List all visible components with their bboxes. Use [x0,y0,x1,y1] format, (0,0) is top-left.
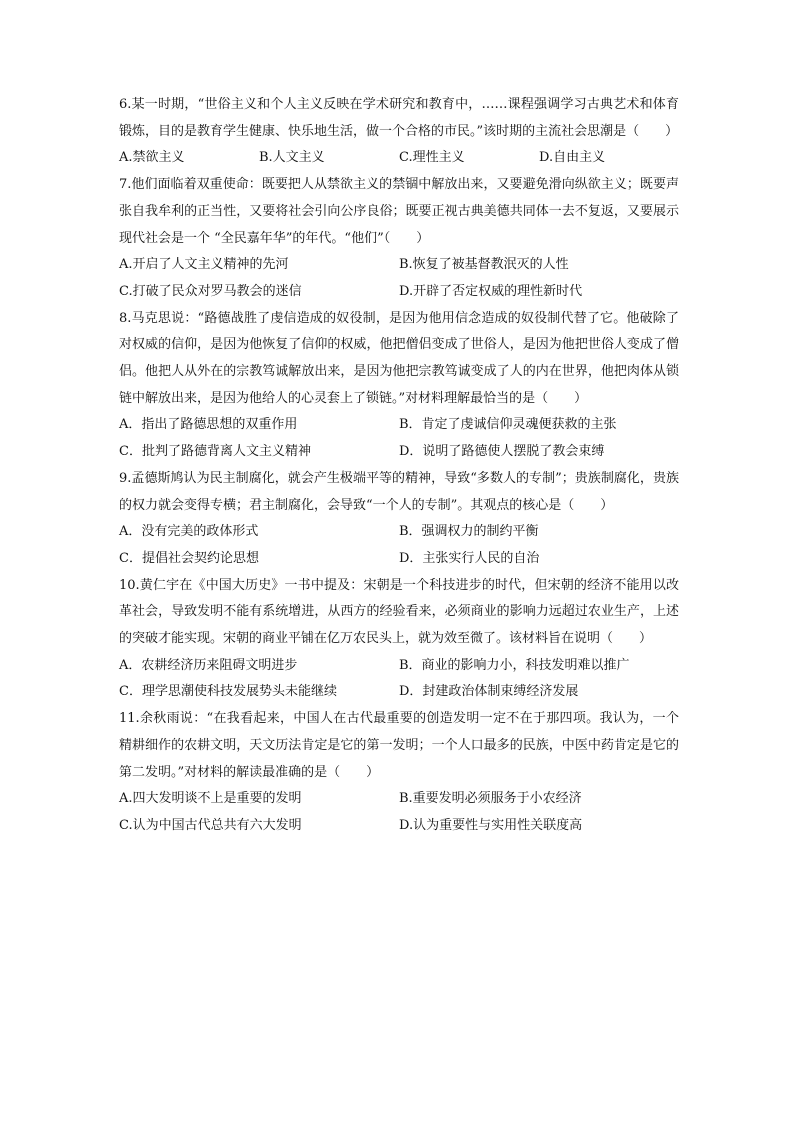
question-stem: 7.他们面临着双重使命：既要把人从禁欲主义的禁锢中解放出来，又要避免滑向纵欲主义；既要声张自我牟利的正当性，又要将社会引向公序良俗；既要正视古典美德共同体一去不复返，又要展示现代社会是一个 “全民嘉年华”的年代。“他们”（ ） [119,177,679,246]
option-a: A．农耕经济历来阻碍文明进步 [119,657,298,673]
option-c: C.打破了民众对罗马教会的迷信 [119,283,302,299]
question-6 [119,92,679,172]
question-7 [119,172,679,306]
option-b: B.人文主义 [259,150,325,166]
question-stem: 9.孟德斯鸠认为民主制腐化，就会产生极端平等的精神，导致“多数人的专制”；贵族制腐化，贵族的权力就会变得专横；君主制腐化，会导致“一个人的专制”。其观点的核心是（ ） [119,470,679,513]
question-9 [119,466,679,573]
option-a: A．没有完美的政体形式 [119,524,259,540]
option-c: C．批判了路德背离人文主义精神 [119,444,311,460]
option-a: A.四大发明谈不上是重要的发明 [119,791,302,807]
option-d: D.认为重要性与实用性关联度高 [399,817,583,833]
option-a: A．指出了路德思想的双重作用 [119,417,298,433]
question-8 [119,306,679,466]
question-10 [119,573,679,707]
option-c: C.认为中国古代总共有六大发明 [119,817,302,833]
option-list [119,145,679,172]
option-a: A.禁欲主义 [119,150,185,166]
question-11 [119,706,679,840]
option-list [119,412,679,465]
option-d: D．封建政治体制束缚经济发展 [399,684,579,700]
question-page [119,92,679,840]
option-b: B．强调权力的制约平衡 [399,524,539,540]
option-c: C.理性主义 [399,150,465,166]
option-b: B．商业的影响力小，科技发明难以推广 [399,657,630,673]
option-list [119,653,679,706]
option-a: A.开启了人文主义精神的先河 [119,257,289,273]
option-d: D.自由主义 [539,150,606,166]
question-stem: 11.余秋雨说：“在我看起来，中国人在古代最重要的创造发明一定不在于那四项。我认为，一个精耕细作的农耕文明，天文历法肯定是它的第一发明；一个人口最多的民族，中医中药肯定是它的第二发明。”对材料的解读最准确的是（ ） [119,711,679,780]
question-stem: 10.黄仁宇在《中国大历史》一书中提及：宋朝是一个科技进步的时代，但宋朝的经济不能用以改革社会，导致发明不能有系统增进，从西方的经验看来，必须商业的影响力远超过农业生产，上述的突破才能实现。宋朝的商业平铺在亿万农民头上，就为效至微了。该材料旨在说明（ ） [119,577,679,647]
option-b: B.重要发明必须服务于小农经济 [399,791,582,807]
option-list [119,786,679,839]
option-list [119,252,679,305]
option-b: B.恢复了被基督教泯灭的人性 [399,257,569,273]
option-d: D.开辟了否定权威的理性新时代 [399,283,583,299]
option-c: C．理学思潮使科技发展势头未能继续 [119,684,337,700]
question-stem: 8.马克思说：“路德战胜了虔信造成的奴役制，是因为他用信念造成的奴役制代替了它。他破除了对权威的信仰，是因为他恢复了信仰的权威，他把僧侣变成了世俗人，是因为他把世俗人变成了僧侣。他把人从外在的宗教笃诚解放出来，是因为他把宗教笃诚变成了人的内在世界，他把肉体从锁链中解放出来，是因为他给人的心灵套上了锁链。”对材料理解最恰当的是（ ） [119,310,679,406]
option-b: B．肯定了虔诚信仰灵魂便获救的主张 [399,417,617,433]
option-c: C．提倡社会契约论思想 [119,550,259,566]
option-list [119,519,679,572]
option-d: D．主张实行人民的自治 [399,550,540,566]
option-d: D．说明了路德使人摆脱了教会束缚 [399,444,605,460]
question-stem: 6.某一时期，“世俗主义和个人主义反映在学术研究和教育中，……课程强调学习古典艺术和体育锻炼，目的是教育学生健康、快乐地生活，做一个合格的市民。”该时期的主流社会思潮是（ ） [119,97,679,139]
